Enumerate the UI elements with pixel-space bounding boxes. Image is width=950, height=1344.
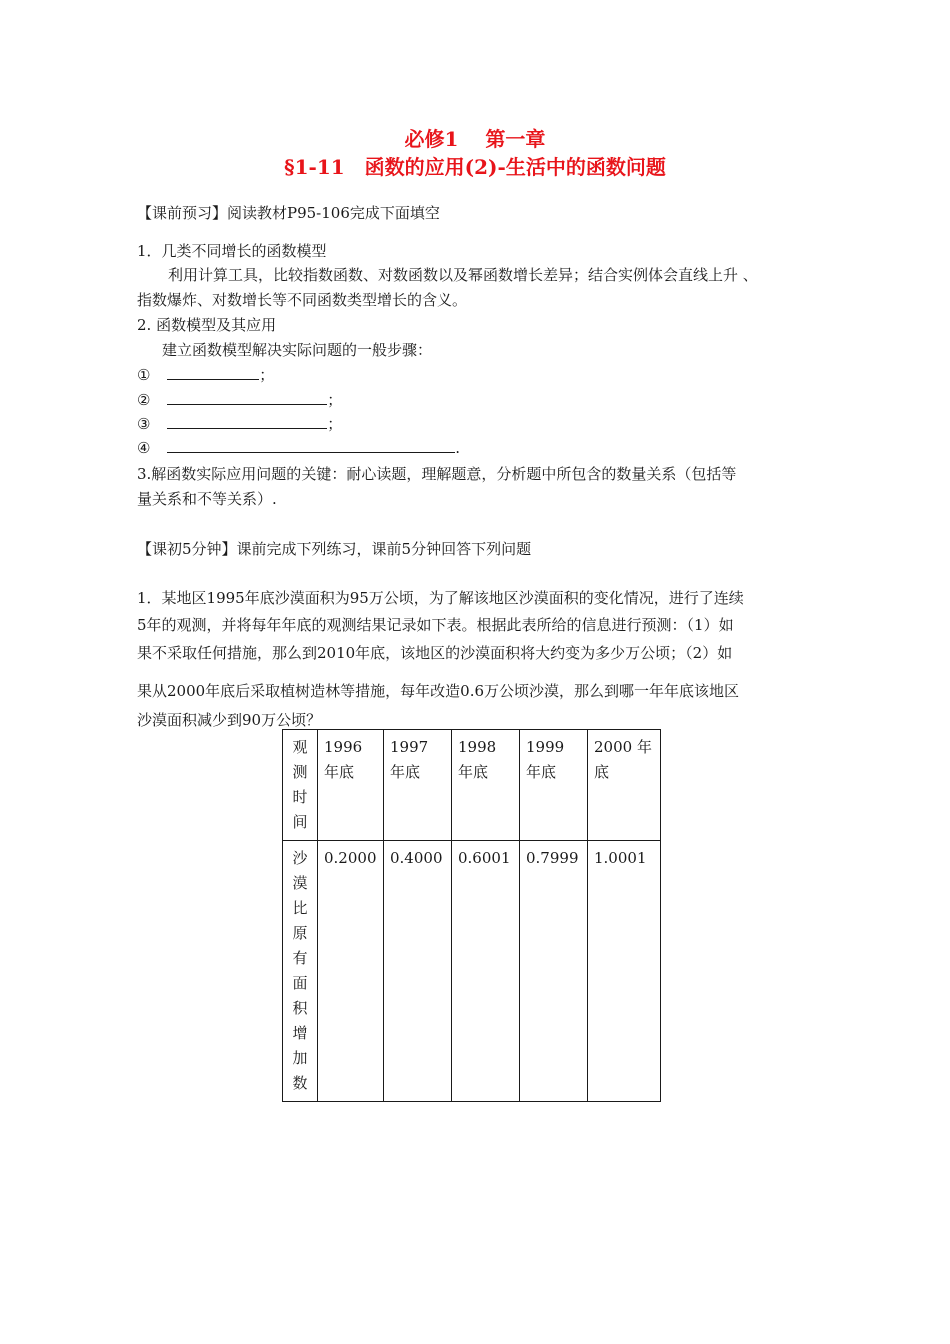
year-cell: [384, 730, 452, 841]
answer-blank[interactable]: [167, 365, 259, 380]
year-number: 1997: [390, 738, 429, 756]
step-2: [137, 389, 342, 410]
value-cell: 0.4000: [384, 841, 452, 1102]
table-row: [283, 730, 661, 841]
year-suffix: 年底: [458, 763, 489, 781]
year-number: 1996: [324, 738, 363, 756]
step-end: ；: [327, 415, 343, 433]
header-char: 增: [292, 1024, 308, 1042]
header-char: 测: [292, 763, 308, 781]
year-cell: [452, 730, 520, 841]
item3-text-2: 量关系和不等关系）.: [137, 490, 277, 508]
header-char: 时: [292, 788, 308, 806]
problem-line-3: 果不采取任何措施，那么到2010年底，该地区的沙漠面积将大约变为多少万公顷；（2）如: [137, 644, 733, 662]
item2-text: 建立函数模型解决实际问题的一般步骤：: [162, 341, 433, 359]
item2-title: 2. 函数模型及其应用: [137, 316, 277, 334]
header-char: 间: [292, 813, 308, 831]
value-cell: 0.7999: [520, 841, 588, 1102]
step-number: ③: [137, 415, 151, 433]
year-cell: [520, 730, 588, 841]
year-number: 1999: [526, 738, 565, 756]
section-title: §1-11 函数的应用(2)-生活中的函数问题: [284, 155, 666, 179]
year-cell: [588, 730, 661, 841]
preview-header: 【课前预习】阅读教材P95-106完成下面填空: [137, 204, 440, 222]
step-1: [137, 364, 274, 385]
row-header-time: [283, 730, 318, 841]
header-char: 积: [292, 999, 308, 1017]
step-4: [137, 438, 460, 457]
header-char: 数: [292, 1074, 308, 1092]
year-number: 2000 年: [594, 738, 652, 756]
year-suffix: 年底: [324, 763, 355, 781]
item1-text-2: 指数爆炸、对数增长等不同函数类型增长的含义。: [137, 291, 468, 309]
header-char: 加: [292, 1049, 308, 1067]
chapter-title: 必修1 第一章: [404, 127, 546, 151]
problem-line-2: 5年的观测，并将每年年底的观测结果记录如下表。根据此表所给的信息进行预测：（1）如: [137, 616, 734, 634]
answer-blank[interactable]: [167, 390, 327, 405]
item1-title: 1．几类不同增长的函数模型: [137, 242, 327, 260]
value-cell: 0.6001: [452, 841, 520, 1102]
step-number: ④: [137, 439, 151, 457]
year-cell: [318, 730, 384, 841]
header-char: 漠: [292, 874, 308, 892]
problem-line-4: 果从2000年底后采取植树造林等措施，每年改造0.6万公顷沙漠，那么到哪一年年底该地区: [137, 682, 740, 700]
year-suffix: 底: [594, 763, 610, 781]
value-cell: 1.0001: [588, 841, 661, 1102]
step-number: ②: [137, 391, 151, 409]
step-end: .: [455, 439, 461, 457]
header-char: 有: [292, 949, 308, 967]
table-row: [283, 841, 661, 1102]
header-char: 原: [292, 924, 308, 942]
answer-blank[interactable]: [167, 438, 455, 453]
problem-line-5: 沙漠面积减少到90万公顷？: [137, 711, 322, 729]
header-char: 比: [292, 899, 308, 917]
item3-text-1: 3.解函数实际应用问题的关键：耐心读题，理解题意，分析题中所包含的数量关系（包括等: [137, 465, 737, 483]
row-header-increase: [283, 841, 318, 1102]
step-number: ①: [137, 366, 151, 384]
warmup-header: 【课初5分钟】课前完成下列练习，课前5分钟回答下列问题: [137, 540, 532, 558]
step-3: [137, 413, 342, 434]
header-char: 沙: [292, 849, 308, 867]
year-number: 1998: [458, 738, 497, 756]
header-char: 观: [292, 738, 308, 756]
item1-text-1: 利用计算工具，比较指数函数、对数函数以及幂函数增长差异；结合实例体会直线上升 、: [168, 266, 758, 284]
year-suffix: 年底: [390, 763, 421, 781]
header-char: 面: [292, 974, 308, 992]
year-suffix: 年底: [526, 763, 557, 781]
step-end: ；: [259, 366, 275, 384]
step-end: ；: [327, 391, 343, 409]
value-cell: 0.2000: [318, 841, 384, 1102]
problem-line-1: 1．某地区1995年底沙漠面积为95万公顷，为了解该地区沙漠面积的变化情况，进行了连续: [137, 589, 744, 607]
answer-blank[interactable]: [167, 414, 327, 429]
observation-table: [282, 729, 661, 1102]
